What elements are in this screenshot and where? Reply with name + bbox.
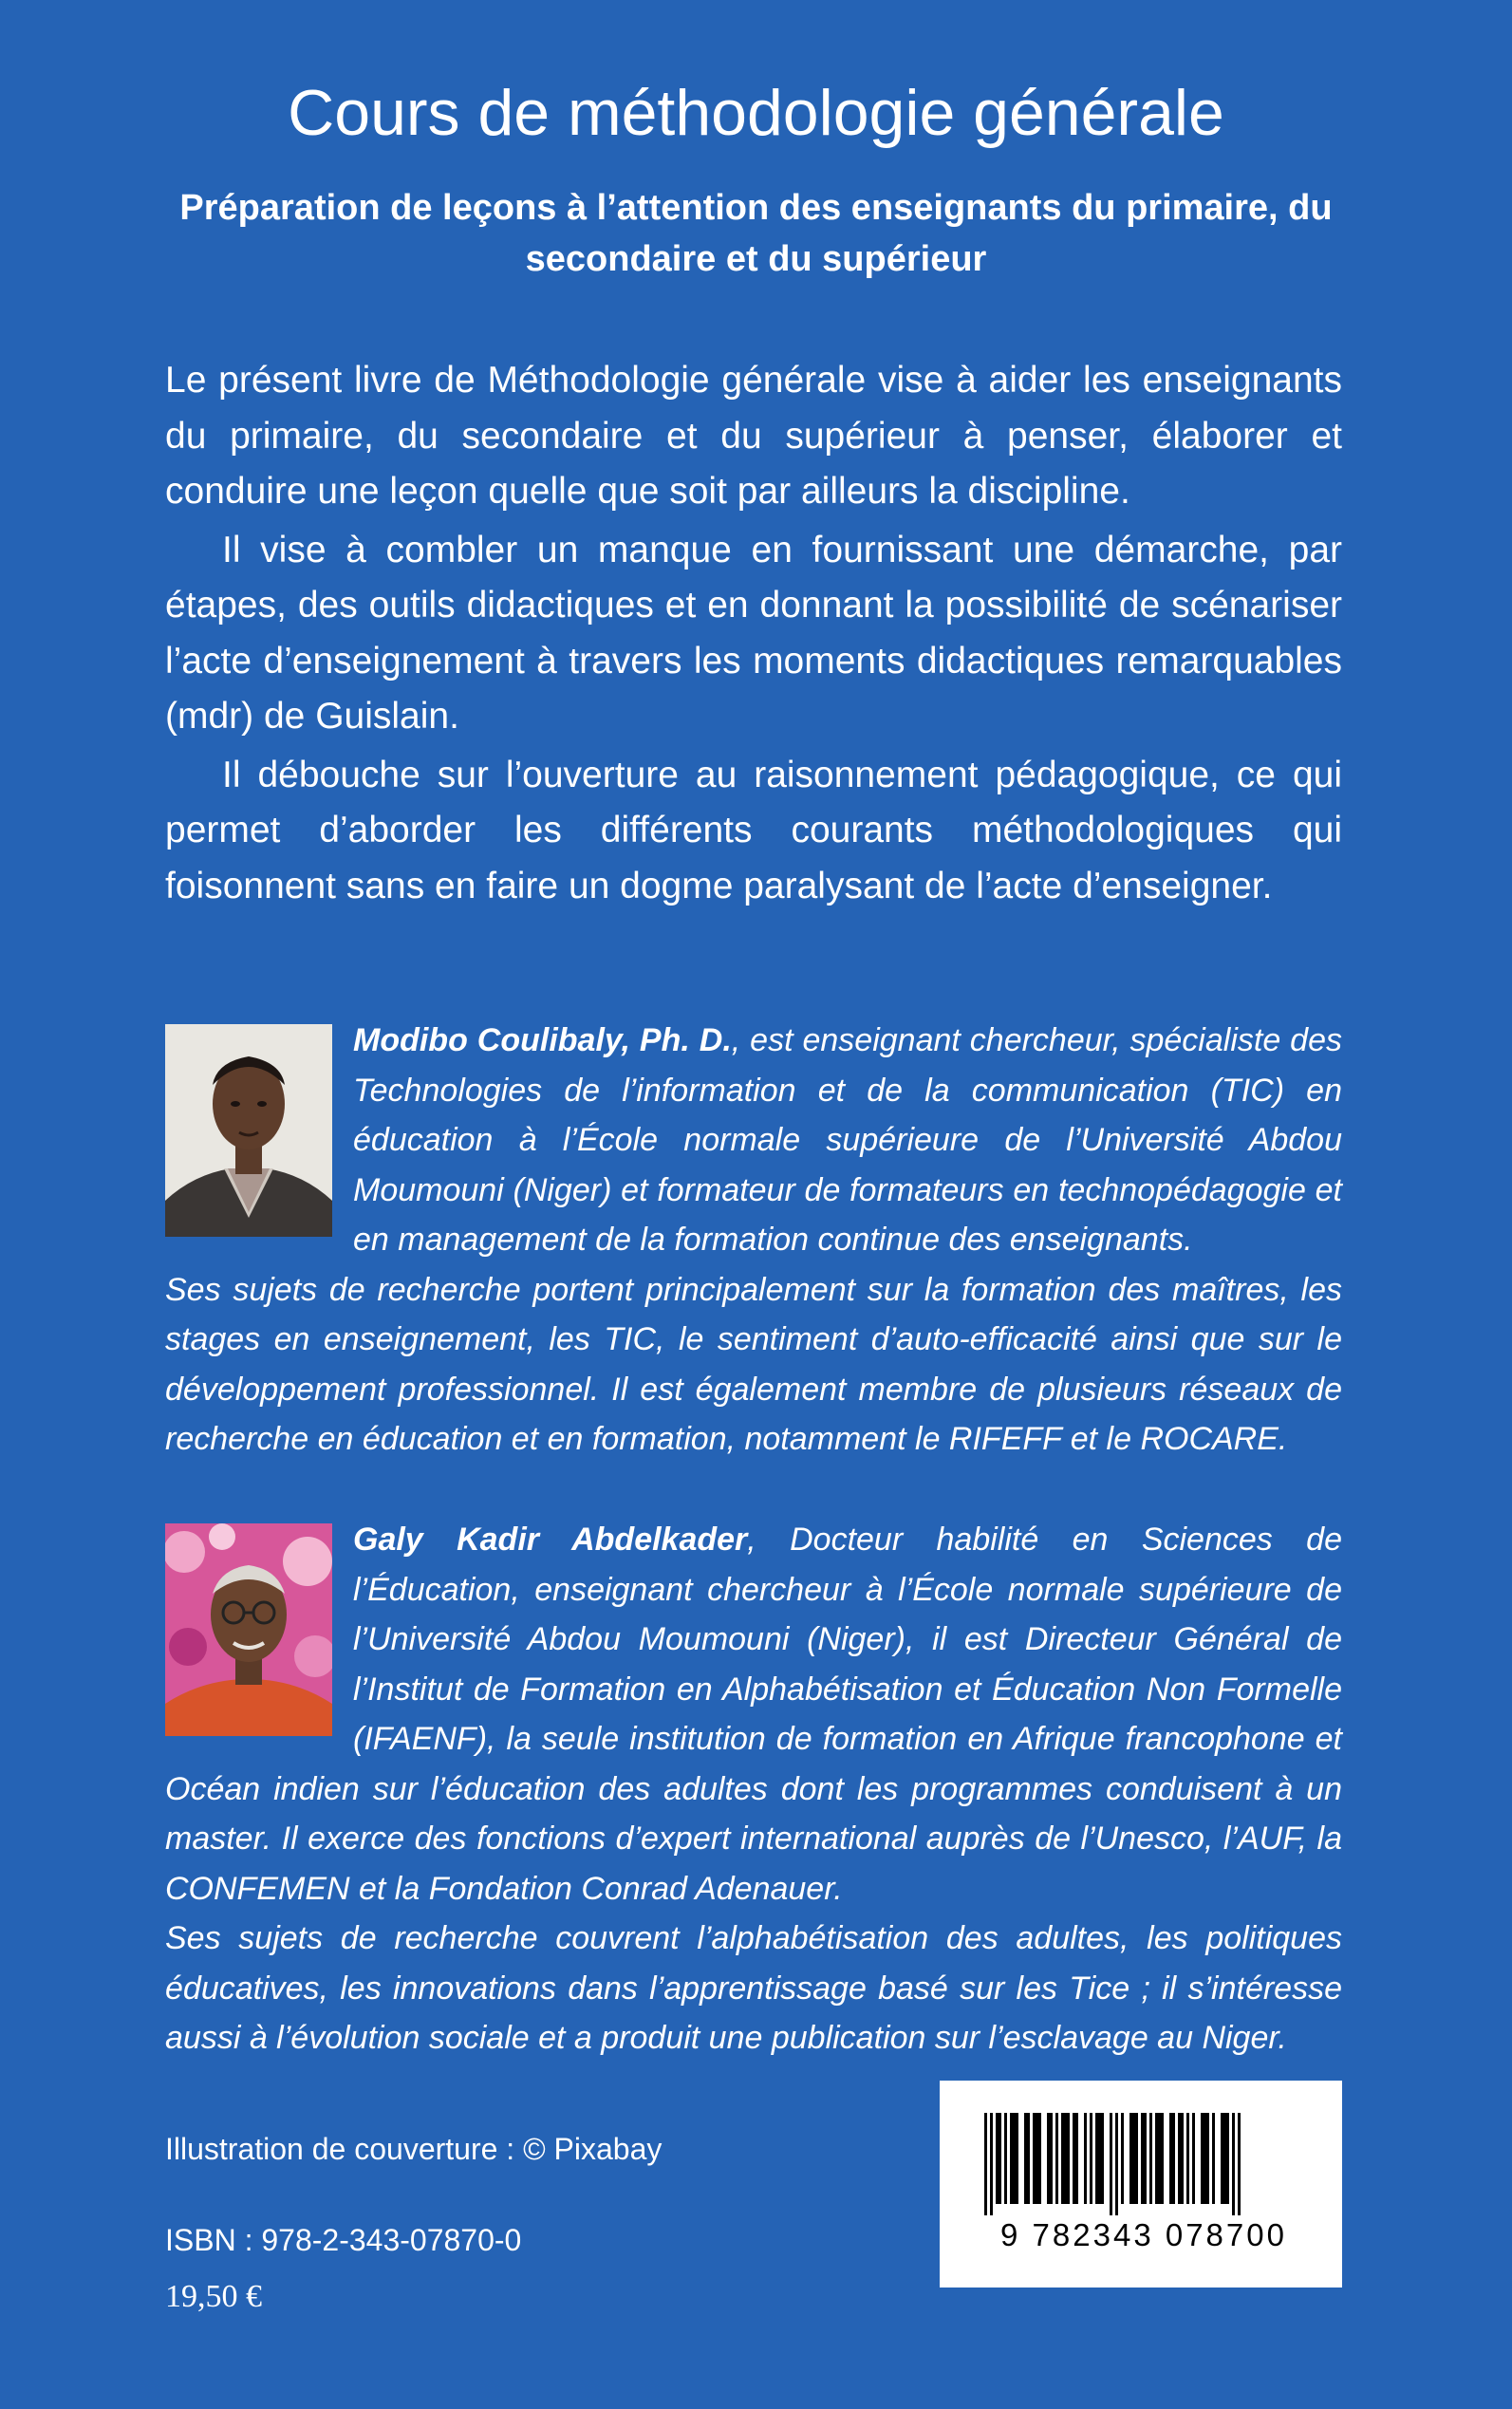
barcode-bar	[1238, 2113, 1241, 2215]
book-title: Cours de méthodologie générale	[288, 77, 1224, 149]
summary-paragraph: Il débouche sur l’ouverture au raisonnement pédagogique, ce qui permet d’aborder les différents courants méthodologiques qui foisonnent sans en faire un dogme paralysant de l’acte d’enseigner.	[165, 754, 1342, 906]
barcode-bar	[1024, 2113, 1030, 2204]
author-bio-text-1	[165, 1016, 1342, 1265]
barcode-bar	[1047, 2113, 1053, 2204]
author-research-2: Ses sujets de recherche couvrent l’alphabétisation des adultes, les politiques éducatives, les innovations dans l’apprentissage basé sur les Tice ; il s’intéresse aussi à l’évolution sociale et a produit une publication sur l’esclavage au Niger.	[165, 1920, 1342, 2056]
barcode-bar	[1084, 2113, 1087, 2204]
barcode-bar	[1232, 2113, 1235, 2215]
barcode-bar	[1221, 2113, 1229, 2204]
barcode-number: 9 782343 078700	[1000, 2217, 1287, 2252]
barcode-bar	[1004, 2113, 1007, 2204]
summary	[165, 353, 1342, 914]
barcode-bar	[1201, 2113, 1209, 2204]
barcode-bar	[1178, 2113, 1184, 2204]
summary-paragraph: Le présent livre de Méthodologie générale vise à aider les enseignants du primaire, du secondaire et du supérieur à penser, élaborer et conduire une leçon quelle que soit par ailleurs la discipline.	[165, 360, 1342, 512]
barcode-bar	[1095, 2113, 1104, 2204]
barcode-bar	[1186, 2113, 1189, 2204]
barcode-bar	[1129, 2113, 1138, 2204]
summary-paragraph: Il vise à combler un manque en fournissant une démarche, par étapes, des outils didactiques et en donnant la possibilité de scénariser l’acte d’enseignement à travers les moments didactiques remarquables (mdr) de Guislain.	[165, 529, 1342, 737]
author-name-1: Modibo Coulibaly, Ph. D.	[353, 1022, 732, 1058]
barcode-bar	[1212, 2113, 1215, 2204]
barcode-bar	[1033, 2113, 1041, 2204]
cover-credit: Illustration de couverture : © Pixabay	[165, 2132, 663, 2166]
isbn: ISBN : 978-2-343-07870-0	[165, 2223, 522, 2257]
barcode-bar	[1010, 2113, 1018, 2204]
barcode-bar	[1090, 2113, 1092, 2204]
barcode-bar	[984, 2113, 987, 2215]
barcode-bar	[1192, 2113, 1195, 2204]
barcode-bar	[990, 2113, 993, 2215]
barcode-bar	[1141, 2113, 1147, 2204]
price: 19,50 €	[165, 2279, 262, 2314]
author-research-1: Ses sujets de recherche portent principalement sur la formation des maîtres, les stages en enseignement, les TIC, le sentiment d’auto-efficacité ainsi que sur le développement professionnel. Il est également membre de plusieurs réseaux de recherche en éducation et en formation, notamment le RIFEFF et le ROCARE.	[165, 1271, 1342, 1457]
barcode-bar	[1055, 2113, 1058, 2204]
author-photo-2	[165, 1523, 332, 1736]
author-photo-1	[165, 1024, 332, 1237]
author-bio-1	[165, 1016, 1342, 1465]
barcode-bar	[1110, 2113, 1112, 2215]
barcode-bar	[1121, 2113, 1124, 2204]
barcode-bars	[982, 2113, 1299, 2215]
barcode-bar	[1169, 2113, 1175, 2204]
author-description-1: , est enseignant chercheur, spécialiste des Technologies de l’information et de la communication (TIC) en éducation à l’École normale supérieure de l’Université Abdou Moumouni (Niger) et formateur de formateurs en technopédagogie et en management de la formation continue des enseignants.	[353, 1022, 1342, 1258]
author-bio-2	[165, 1515, 1342, 2064]
author-bio-text-2	[165, 1515, 1342, 1914]
barcode-bar	[1115, 2113, 1118, 2215]
barcode-bar	[1149, 2113, 1152, 2204]
barcode-bar	[996, 2113, 1001, 2204]
barcode-bar	[1061, 2113, 1070, 2204]
book-subtitle: Préparation de leçons à l’attention des enseignants du primaire, du secondaire et du supérieur	[179, 188, 1333, 279]
barcode-bar	[1073, 2113, 1078, 2204]
author-name-2: Galy Kadir Abdelkader	[353, 1522, 748, 1558]
barcode	[940, 2081, 1342, 2288]
barcode-bar	[1155, 2113, 1164, 2204]
author-description-2: , Docteur habilité en Sciences de l’Éducation, enseignant chercheur à l’École normale supérieure de l’Université Abdou Moumouni (Niger), il est Directeur Général de l’Institut de Formation en Alphabétisation et Éducation Non Formelle (IFAENF), la seule institution de formation en Afrique francophone et Océan indien sur l’éducation des adultes dont les programmes conduisent à un master. Il exerce des fonctions d’expert international auprès de l’Unesco, l’AUF, la CONFEMEN et la Fondation Conrad Adenauer.	[165, 1522, 1342, 1907]
